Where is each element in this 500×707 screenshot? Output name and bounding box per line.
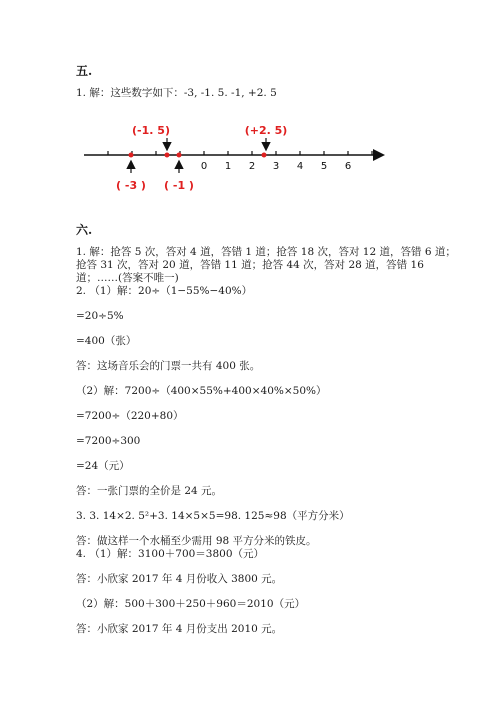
q2-part1-answer: 答：这场音乐会的门票一共有 400 张。 bbox=[76, 360, 261, 372]
q1-answer-line-3: 道；……(答案不唯一) bbox=[76, 272, 179, 284]
tick-label: 3 bbox=[272, 161, 280, 172]
q4-part1-header: 4. （1）解：3100＋700＝3800（元） bbox=[76, 548, 265, 560]
tick-label: 0 bbox=[200, 161, 208, 172]
tick-label: 6 bbox=[344, 161, 352, 172]
number-line-figure bbox=[76, 118, 396, 200]
q4-part2-header: （2）解：500＋300＋250＋960＝2010（元） bbox=[76, 598, 306, 610]
q2-part1-step-1: =20÷5% bbox=[76, 310, 124, 322]
q2-part1-step-2: =400（张） bbox=[76, 335, 137, 347]
section-6-heading: 六. bbox=[76, 223, 93, 237]
q3-calculation: 3. 3. 14×2. 5²+3. 14×5×5=98. 125≈98（平方分米） bbox=[76, 510, 350, 522]
label-neg-1: ( -1 ) bbox=[164, 179, 194, 192]
q2-part2-header: （2）解：7200÷（400×55%+400×40%×50%） bbox=[76, 385, 327, 397]
q3-answer: 答：做这样一个水桶至少需用 98 平方分米的铁皮。 bbox=[76, 535, 317, 547]
q2-part2-step-3: =24（元） bbox=[76, 460, 130, 472]
tick-label: 1 bbox=[224, 161, 232, 172]
q1-answer-line-2: 抢答 31 次，答对 20 道，答错 11 道；抢答 44 次，答对 28 道，答错 16 bbox=[76, 259, 424, 271]
section-5-heading: 五. bbox=[76, 64, 93, 78]
point-neg-3 bbox=[129, 153, 134, 158]
q2-part2-step-1: =7200÷（220+80） bbox=[76, 410, 184, 422]
point-neg-1-5 bbox=[165, 153, 170, 158]
tick-label: 2 bbox=[248, 161, 256, 172]
tick-label: 5 bbox=[320, 161, 328, 172]
q1-answer-line-1: 1. 解：抢答 5 次，答对 4 道，答错 1 道；抢答 18 次，答对 12 道，答错 6 道； bbox=[76, 246, 456, 258]
q2-part2-answer: 答：一张门票的全价是 24 元。 bbox=[76, 485, 223, 497]
section-5-q1-answer: 1. 解：这些数字如下：-3, -1. 5. -1, +2. 5 bbox=[76, 87, 277, 99]
q4-part1-answer: 答：小欣家 2017 年 4 月份收入 3800 元。 bbox=[76, 573, 283, 585]
q2-part2-step-2: =7200÷300 bbox=[76, 435, 141, 447]
label-neg-1-5: (-1. 5) bbox=[132, 124, 170, 137]
q4-part2-answer: 答：小欣家 2017 年 4 月份支出 2010 元。 bbox=[76, 623, 283, 635]
q2-part1-header: 2. （1）解：20÷（1−55%−40%） bbox=[76, 285, 253, 297]
label-pos-2-5: (+2. 5) bbox=[244, 124, 288, 137]
number-line-tick-labels bbox=[201, 161, 351, 172]
tick-label: 4 bbox=[296, 161, 304, 172]
point-pos-2-5 bbox=[262, 153, 267, 158]
label-neg-3: ( -3 ) bbox=[116, 179, 146, 192]
point-neg-1 bbox=[177, 153, 182, 158]
